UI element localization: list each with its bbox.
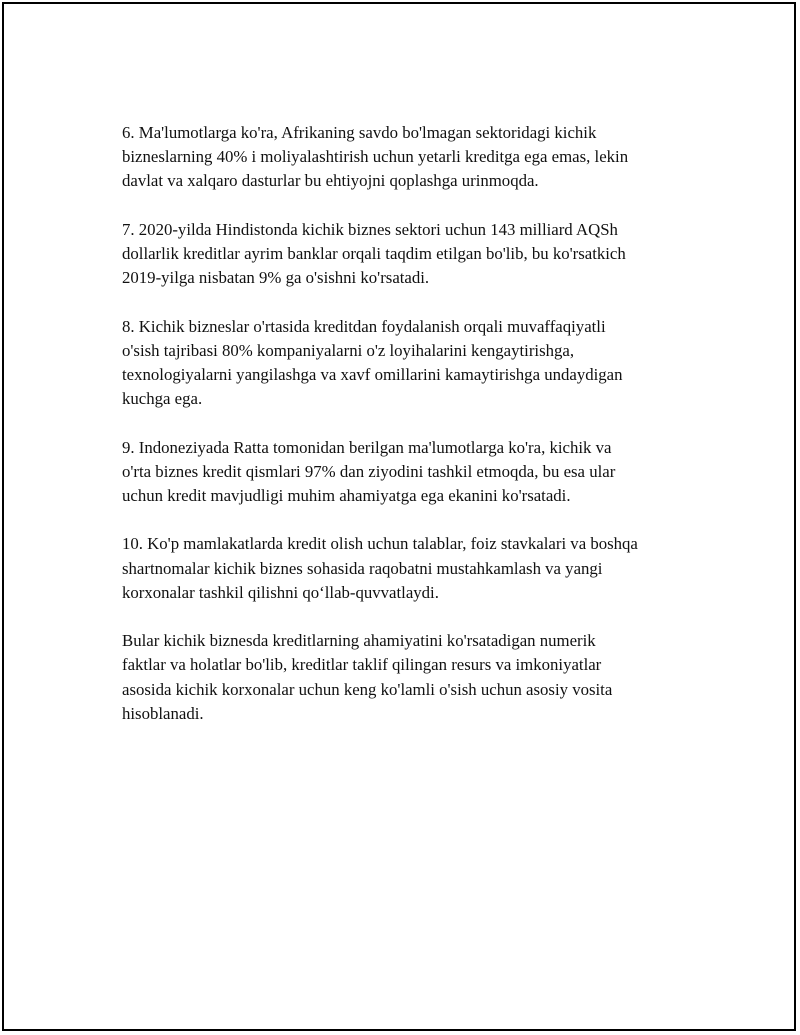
text-line: o'sish tajribasi 80% kompaniyalarni o'z loyihalarini kengaytirishga, [122,340,575,360]
text-line: dollarlik kreditlar ayrim banklar orqali taqdim etilgan bo'lib, bu ko'rsatkich [122,244,626,263]
page-frame [2,2,796,1031]
text-line: 2019-yilga nisbatan 9% ga o'sishni ko'rsatadi. [122,268,430,288]
text-line: texnologiyalarni yangilashga va xavf omillarini kamaytirishga undaydigan [122,365,623,384]
text-line: 7. 2020-yilda Hindistonda kichik biznes sektori uchun 143 milliard AQSh [122,219,618,239]
text-line: bizneslarning 40% i moliyalashtirish uchun yetarli kreditga ega emas, lekin [122,147,629,167]
paragraph-conclusion [122,629,702,726]
paragraph-item-6 [122,121,702,194]
text-line: o'rta biznes kredit qismlari 97% dan ziyodini tashkil etmoqda, bu esa ular [122,461,616,481]
text-line: uchun kredit mavjudligi muhim ahamiyatga ega ekanini ko'rsatadi. [122,486,571,505]
document-body [122,121,702,750]
paragraph-item-9 [122,436,702,509]
text-line: faktlar va holatlar bo'lib, kreditlar taklif qilingan resurs va imkoniyatlar [122,655,602,675]
text-line: korxonalar tashkil qilishni qo‘llab-quvvatlaydi. [122,582,439,602]
paragraph-item-10 [122,532,702,605]
text-line: hisoblanadi. [122,703,204,723]
paragraph-item-8 [122,315,702,412]
text-line: asosida kichik korxonalar uchun keng ko'lamli o'sish uchun asosiy vosita [122,679,613,699]
text-line: Bular kichik biznesda kreditlarning ahamiyatini ko'rsatadigan numerik [122,631,596,651]
text-line: shartnomalar kichik biznes sohasida raqobatni mustahkamlash va yangi [122,558,603,578]
text-line: davlat va xalqaro dasturlar bu ehtiyojni qoplashga urinmoqda. [122,171,539,191]
text-line: 10. Ko'p mamlakatlarda kredit olish uchun talablar, foiz stavkalari va boshqa [122,534,638,554]
text-line: 9. Indoneziyada Ratta tomonidan berilgan ma'lumotlarga ko'ra, kichik va [122,437,612,457]
text-line: 6. Ma'lumotlarga ko'ra, Afrikaning savdo bo'lmagan sektoridagi kichik [122,123,597,142]
text-line: 8. Kichik bizneslar o'rtasida kreditdan foydalanish orqali muvaffaqiyatli [122,316,606,336]
text-line: kuchga ega. [122,389,203,409]
paragraph-item-7 [122,218,702,291]
